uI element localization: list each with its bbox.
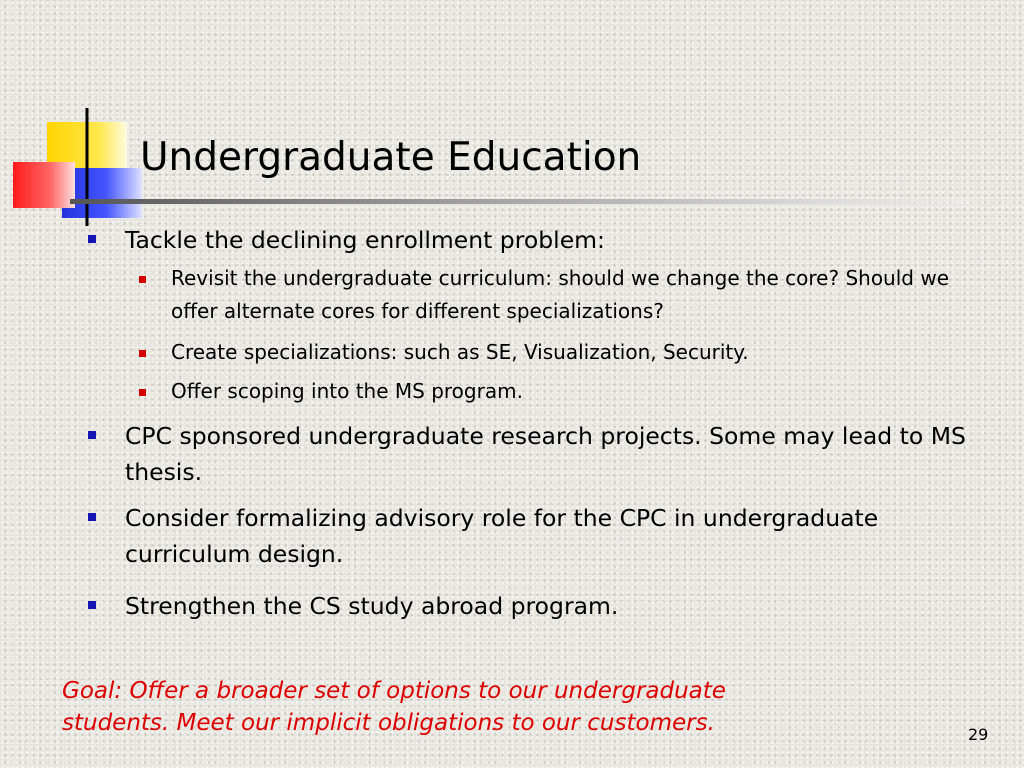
bullet-item [125, 588, 995, 624]
square-bullet-icon [139, 389, 146, 396]
sub-bullet-item [171, 262, 971, 328]
bullet-item [125, 500, 995, 572]
bullet-text: Offer scoping into the MS program. [171, 379, 523, 403]
square-bullet-icon [88, 431, 96, 439]
bullet-text: Strengthen the CS study abroad program. [125, 592, 619, 620]
bullet-text: Consider formalizing advisory role for the CPC in undergraduate curriculum design. [125, 504, 879, 568]
bullet-text: Tackle the declining enrollment problem: [125, 226, 605, 254]
bullet-item [125, 418, 995, 490]
page-number: 29 [968, 725, 989, 744]
square-bullet-icon [88, 235, 96, 243]
bullet-text: Create specializations: such as SE, Visualization, Security. [171, 340, 749, 364]
bullet-item [125, 222, 995, 258]
sub-bullet-item [171, 375, 971, 408]
square-bullet-icon [88, 513, 96, 521]
square-bullet-icon [139, 350, 146, 357]
sub-bullet-item [171, 336, 971, 369]
bullet-text: CPC sponsored undergraduate research projects. Some may lead to MS thesis. [125, 422, 966, 486]
bullet-text: Revisit the undergraduate curriculum: should we change the core? Should we offer alternate cores for different specializations? [171, 266, 950, 323]
square-bullet-icon [88, 601, 96, 609]
goal-statement: Goal: Offer a broader set of options to our undergraduate students. Meet our implicit obligations to our customers. [62, 678, 726, 736]
square-bullet-icon [139, 276, 146, 283]
slide-title: Undergraduate Education [140, 135, 642, 180]
